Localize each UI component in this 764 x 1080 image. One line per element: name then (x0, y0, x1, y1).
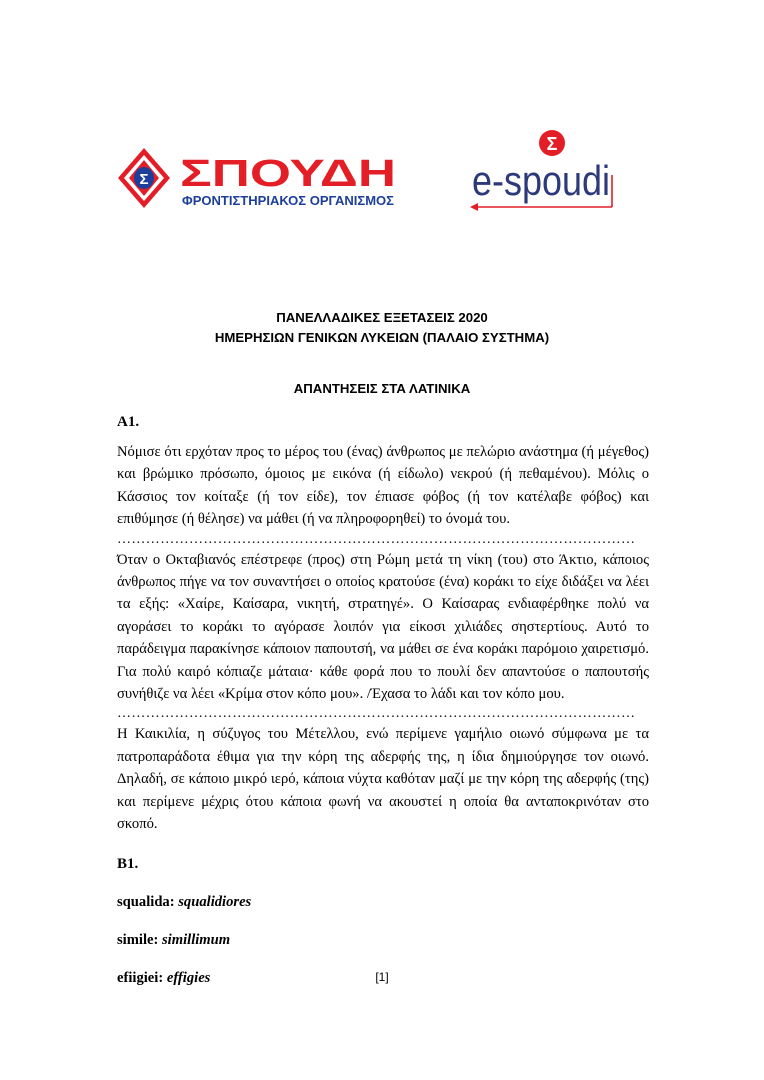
exam-title-line-1: ΠΑΝΕΛΛΑΔΙΚΕΣ ΕΞΕΤΑΣΕΙΣ 2020 (276, 310, 488, 325)
spoudi-logo-subtitle: ΦΡΟΝΤΙΣΤΗΡΙΑΚΟΣ ΟΡΓΑΝΙΣΜΟΣ (182, 193, 395, 208)
answer: effigies (166, 969, 211, 986)
section-b1-heading: Β1. (117, 855, 139, 872)
answer: squalidiores (178, 893, 252, 910)
logo-row (0, 118, 764, 218)
section-a1-heading: Α1. (117, 414, 140, 430)
e-spoudi-logo-symbol: Σ (546, 134, 558, 154)
separator-2: ……………………………………………………………………………………………… (117, 706, 636, 722)
answer: simillimum (162, 931, 231, 948)
separator-1: ……………………………………………………………………………………………… (117, 531, 636, 547)
e-spoudi-logo-name: e-spoudi (472, 157, 610, 204)
page-number: [1] (375, 970, 389, 984)
e-spoudi-logo (468, 123, 616, 213)
a1-paragraph-3: Η Καικιλία, η σύζυγος του Μέτελλου, ενώ περίμενε γαμήλιο οιωνό σύμφωνα με τα πατροπαράδοτα έθιμα για την κόρη της αδερφής της, η ίδια δημιούργησε τον οιωνό. Δηλαδή, σε κάποιο μικρό ιερό, κάποια νύχτα καθόταν μαζί με την κόρη της αδερφής (της) και περίμενε μέχρις ότου κάποια φωνή να ακουστεί η οποία θα ανταποκρινόταν στο σκοπό. (117, 726, 649, 833)
a1-paragraph-1: Νόμισε ότι ερχόταν προς το μέρος του (ένας) άνθρωπος με πελώριο ανάστημα (ή μέγεθος) και βρώμικο πρόσωπο, όμοιος με εικόνα (ή είδωλο) νεκρού (ή πεθαμένου). Μόλις ο Κάσσιος τον κοίταξε (ή τον είδε), τον έπιασε φόβος (ή τον κατέλαβε φόβος) και επιθύμησε (ή θέλησε) να μάθει (ή να πληροφορηθεί) το όνομά του. (117, 444, 649, 528)
list-item (117, 893, 649, 911)
term: simile: (117, 931, 159, 948)
a1-paragraph-2: Όταν ο Οκταβιανός επέστρεφε (προς) στη Ρώμη μετά τη νίκη (του) στο Άκτιο, κάποιος άνθρωπος πήγε να τον συναντήσει ο οποίος κρατούσε (ένα) κοράκι το είχε διδάξει να λέει τα εξής: «Χαίρε, Καίσαρα, νικητή, στρατηγέ». Ο Καίσαρας ενδιαφέρθηκε πολύ να αγοράσει το κοράκι το αγόρασε λοιπόν για είκοσι χιλιάδες σηστερτίους. Αυτό το παράδειγμα παρακίνησε κάποιον παπουτσή, να μάθει σε ένα κοράκι παρόμοιο χαιρετισμό. Για πολύ καιρό κόπιαζε μάταια· κάθε φορά που το πουλί δεν απαντούσε ο παπουτσής συνήθιζε να λέει «Κρίμα στον κόπο μου». /Έχασα το λάδι και τον κόπο μου. (117, 551, 649, 703)
term: efiigiei: (117, 969, 164, 986)
spoudi-logo-symbol: Σ (139, 171, 149, 188)
exam-title (0, 308, 764, 348)
spoudi-logo-name: ΣΠΟΥΔΗ (180, 153, 396, 195)
term: squalida: (117, 893, 175, 910)
list-item (117, 931, 649, 949)
spoudi-logo (116, 146, 398, 210)
subject-title: ΑΠΑΝΤΗΣΕΙΣ ΣΤΑ ΛΑΤΙΝΙΚΑ (293, 381, 471, 396)
exam-title-line-2: ΗΜΕΡΗΣΙΩΝ ΓΕΝΙΚΩΝ ΛΥΚΕΙΩΝ (ΠΑΛΑΙΟ ΣΥΣΤΗΜΑ) (214, 330, 550, 345)
document-body (117, 414, 649, 987)
